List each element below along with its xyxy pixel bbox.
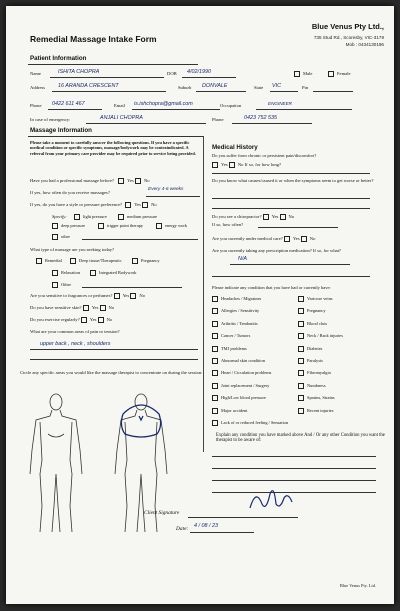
name-field[interactable]: ISHITA CHOPRA [58, 69, 100, 75]
m1-label: Do you suffer from chronic or persistent pain/discomfort? [212, 153, 317, 158]
address-label: Address [30, 85, 46, 90]
divider [28, 136, 204, 137]
checkbox[interactable] [212, 370, 218, 376]
type-remedial[interactable]: Remedial [36, 258, 62, 264]
emergency-label: In case of emergency: [30, 117, 71, 122]
suburb-label: Suburb [178, 85, 192, 90]
q1-yes-checkbox[interactable] [118, 178, 124, 184]
q2-line [146, 196, 200, 197]
checkbox[interactable] [298, 358, 304, 364]
signature-line [188, 517, 298, 518]
m5-line-2[interactable] [212, 276, 370, 277]
checkbox[interactable] [36, 258, 42, 264]
checkbox[interactable] [118, 214, 124, 220]
m1-no-checkbox[interactable] [229, 162, 235, 168]
left-condition-item[interactable]: High/Low blood pressure [212, 395, 266, 401]
q7-row: Do you exercise regularly? Yes No [30, 317, 113, 323]
dob-line [182, 77, 236, 78]
checkbox[interactable] [212, 420, 218, 426]
female-option[interactable]: Female [328, 71, 351, 77]
phone-field[interactable]: 0422 611 467 [52, 101, 85, 107]
checkbox[interactable] [74, 214, 80, 220]
checkbox[interactable] [212, 346, 218, 352]
q5-no-checkbox[interactable] [130, 293, 136, 299]
footer-company: Blue Venus Pty. Ltd. [339, 583, 376, 588]
right-condition-item[interactable]: Blood clots [298, 321, 327, 327]
m2-line[interactable] [212, 198, 370, 199]
type-other[interactable]: Other [52, 282, 71, 288]
occupation-field[interactable]: ENGINEER [268, 101, 292, 106]
left-condition-item[interactable]: Joint replacement / Surgery [212, 383, 269, 389]
signature-label: Client Signature [144, 510, 180, 516]
m1-line[interactable] [212, 173, 370, 174]
pressure-light[interactable]: light pressure [74, 214, 107, 220]
checkbox[interactable] [212, 358, 218, 364]
m4-yes-checkbox[interactable] [284, 236, 290, 242]
right-condition-item[interactable]: Paralysis [298, 358, 323, 364]
name-label: Name [30, 71, 41, 76]
q7-no-checkbox[interactable] [98, 317, 104, 323]
phone2-field[interactable]: 0423 752 535 [244, 115, 277, 121]
phone2-line [232, 123, 312, 124]
pressure-medium[interactable]: medium pressure [118, 214, 157, 220]
right-condition-item[interactable]: Recent injuries [298, 408, 333, 414]
form-title: Remedial Massage Intake Form [30, 34, 157, 44]
state-field[interactable]: VIC [272, 83, 281, 89]
checkbox[interactable] [212, 321, 218, 327]
occupation-line [256, 109, 352, 110]
checkbox[interactable] [212, 383, 218, 389]
m5-field[interactable]: N/A [238, 256, 247, 262]
explain-label: Explain any condition you have marked above And / Or any other Condition you want the therapist to be aware of: [216, 433, 385, 444]
state-line [270, 91, 298, 92]
type-other-line [82, 287, 182, 288]
checkbox[interactable] [298, 346, 304, 352]
dob-field[interactable]: 4/02/1990 [187, 69, 211, 75]
checkbox[interactable] [52, 234, 58, 240]
q2-field[interactable]: Every 4-6 weeks [148, 187, 184, 192]
q8-label: What are your common areas of pain or tension? [30, 329, 120, 334]
m3-row: Do you see a chiropractor? Yes No [212, 214, 295, 220]
left-condition-item[interactable]: TMJ problems [212, 346, 247, 352]
q6-row: Do you have sensitive skin? Yes No [30, 305, 115, 311]
pressure-trigger[interactable]: trigger point therapy [98, 223, 143, 229]
signature-icon[interactable] [246, 486, 296, 516]
intake-form-sheet [6, 6, 394, 604]
m2-label: Do you know what causes/caused it or when the symptoms seem to get worse or better? [212, 178, 374, 183]
type-relaxation[interactable]: Relaxation [52, 270, 80, 276]
m1-yes-checkbox[interactable] [212, 162, 218, 168]
other-line [82, 239, 198, 240]
emergency-field[interactable]: ANJALI CHOPRA [100, 115, 143, 121]
m1-row: Yes No If so, for how long? [212, 162, 281, 168]
checkbox[interactable] [298, 395, 304, 401]
state-label: State [254, 85, 264, 90]
q4-label: What type of massage are you seeking today? [30, 247, 115, 252]
checkbox[interactable] [212, 308, 218, 314]
date-field[interactable]: 4 / 08 / 23 [194, 523, 218, 529]
right-condition-item[interactable]: Numbness [298, 383, 326, 389]
checkbox[interactable] [212, 296, 218, 302]
m4-no-checkbox[interactable] [301, 236, 307, 242]
m3-line[interactable] [258, 227, 338, 228]
m3-tail: If so, how often? [212, 222, 244, 227]
explain-line-3[interactable] [212, 480, 376, 481]
massage-intro: Please take a moment to carefully answer the following questions. If you have a specific medical condition or specific symptoms, massage/bodywork may be contraindicated. A referral from your primary care provider may be required prior to service being provided. [30, 140, 196, 156]
m3-no-checkbox[interactable] [280, 214, 286, 220]
q2-label: If yes, how often do you receive massages? [30, 190, 110, 195]
right-condition-item[interactable]: Fibromyalgia [298, 370, 331, 376]
massage-info-heading: Massage Information [30, 127, 92, 134]
q6-no-checkbox[interactable] [100, 305, 106, 311]
medical-history-heading: Medical History [212, 144, 258, 151]
email-line [132, 109, 220, 110]
male-checkbox[interactable] [294, 71, 300, 77]
left-condition-item[interactable]: Arthritis / Tendonitis [212, 321, 258, 327]
checkbox[interactable] [212, 395, 218, 401]
left-condition-item[interactable]: Headaches / Migraines [212, 296, 261, 302]
m4-row: Are you currently under medical care? Yes No [212, 236, 316, 242]
patient-info-heading: Patient Information [30, 55, 87, 62]
company-mobile: Mob : 0434130196 [345, 42, 384, 47]
phone-line [48, 109, 102, 110]
name-line [50, 77, 164, 78]
pressure-energy[interactable]: energy work [156, 223, 187, 229]
left-condition-item[interactable]: Major accident [212, 408, 247, 414]
checkbox[interactable] [212, 333, 218, 339]
column-divider [203, 136, 204, 452]
q7-yes-checkbox[interactable] [81, 317, 87, 323]
left-condition-item[interactable]: Heart / Circulation problems [212, 370, 271, 376]
suburb-field[interactable]: DONVALE [202, 83, 228, 89]
checkbox[interactable] [298, 408, 304, 414]
email-field[interactable]: is.ishchopra@gmail.com [134, 101, 193, 107]
right-condition-item[interactable]: Sprains, Strains [298, 395, 335, 401]
date-label: Date: [176, 526, 189, 532]
q8-line [30, 349, 198, 350]
address-line [52, 91, 166, 92]
q5-row: Are you sensitive to fragrances or perfumes? Yes No [30, 293, 146, 299]
left-condition-item[interactable]: Abnormal skin condition [212, 358, 265, 364]
checkbox[interactable] [298, 370, 304, 376]
m6-label: Please indicate any condition that you have had or currently have: [212, 285, 331, 290]
left-condition-item[interactable]: Cancer / Tumors [212, 333, 250, 339]
pin-field[interactable] [313, 91, 353, 92]
pressure-deep[interactable]: deep pressure [52, 223, 85, 229]
checkbox[interactable] [298, 308, 304, 314]
checkbox[interactable] [298, 383, 304, 389]
type-deep-tissue[interactable]: Deep tissue/Therapeutic [70, 258, 122, 264]
date-line [190, 532, 254, 533]
emergency-line [86, 123, 206, 124]
checkbox[interactable] [298, 296, 304, 302]
m5-label: Are you currently taking any prescription medication? If so, for what? [212, 248, 341, 253]
q8-field[interactable]: upper back , neck , shoulders [40, 341, 111, 347]
phone2-label: Phone [212, 117, 224, 122]
left-condition-item[interactable]: Lack of or reduced feeling / Sensation [212, 420, 288, 426]
checkbox[interactable] [52, 282, 58, 288]
phone-label: Phone [30, 103, 42, 108]
right-condition-item[interactable]: Diabetes [298, 346, 322, 352]
right-condition-item[interactable]: Pregnancy [298, 308, 326, 314]
checkbox[interactable] [90, 270, 96, 276]
divider [28, 64, 198, 65]
checkbox[interactable] [98, 223, 104, 229]
occupation-label: Occupation [220, 103, 242, 108]
q3-yes-checkbox[interactable] [125, 202, 131, 208]
dob-label: DOB [167, 71, 177, 76]
q1-row: Have you had a professional massage before? Yes No [30, 178, 150, 184]
explain-line[interactable] [212, 456, 376, 457]
checkbox[interactable] [212, 408, 218, 414]
body-back-icon[interactable] [101, 390, 181, 540]
checkbox[interactable] [298, 321, 304, 327]
q6-yes-checkbox[interactable] [83, 305, 89, 311]
checkbox[interactable] [156, 223, 162, 229]
right-condition-item[interactable]: Varicose veins [298, 296, 332, 302]
circle-instructions: Circle any specific areas you would like the massage therapist to concentrate on during the session: [20, 370, 203, 375]
pressure-other[interactable]: other [52, 234, 70, 240]
q3-row: If yes, do you have a style or pressure preference? Yes No [30, 202, 157, 208]
m5-line [230, 264, 350, 265]
left-condition-item[interactable]: Allergies / Sensitivity [212, 308, 259, 314]
right-condition-item[interactable]: Neck / Back injuries [298, 333, 343, 339]
q8-line-2 [30, 359, 198, 360]
checkbox[interactable] [132, 258, 138, 264]
explain-line-2[interactable] [212, 468, 376, 469]
checkbox[interactable] [298, 333, 304, 339]
q1-no-checkbox[interactable] [135, 178, 141, 184]
company-name: Blue Venus Pty Ltd., [311, 22, 384, 31]
type-integrated[interactable]: Integrated Bodywork [90, 270, 136, 276]
suburb-line [196, 91, 246, 92]
q3-no-checkbox[interactable] [142, 202, 148, 208]
email-label: Email [114, 103, 125, 108]
company-address: 735 Stud Rd., Scoresby, VIC-3179 [313, 35, 384, 40]
type-pregnancy[interactable]: Pregnancy [132, 258, 160, 264]
m2-line-2[interactable] [212, 208, 370, 209]
address-field[interactable]: 16 ARANDA CRESCENT [58, 83, 119, 89]
q5-yes-checkbox[interactable] [114, 293, 120, 299]
specify-label: Specify: [52, 214, 67, 219]
m3-yes-checkbox[interactable] [263, 214, 269, 220]
checkbox[interactable] [70, 258, 76, 264]
checkbox[interactable] [52, 223, 58, 229]
pin-label: Pin [302, 85, 309, 90]
male-option[interactable]: Male [294, 71, 312, 77]
checkbox[interactable] [52, 270, 58, 276]
female-checkbox[interactable] [328, 71, 334, 77]
